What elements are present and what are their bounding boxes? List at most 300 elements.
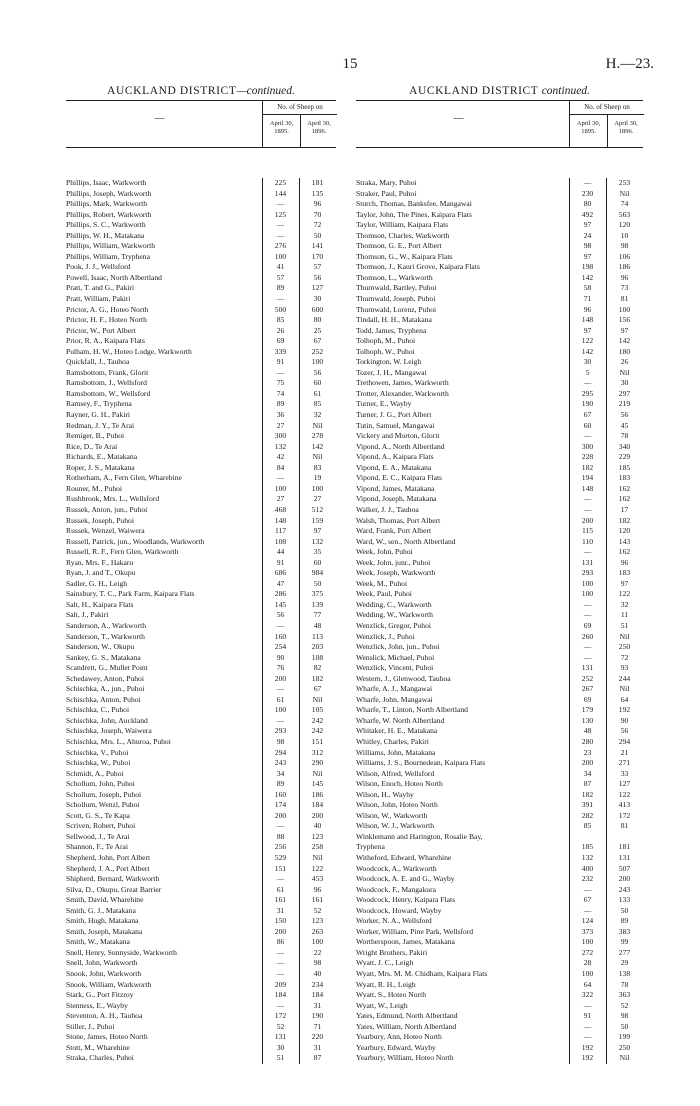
row-value-1895: 58 — [583, 283, 592, 293]
row-name: Taylor, William, Kaipara Flats — [356, 220, 449, 230]
row-name: Ramsbottom, Frank, Glorit — [66, 367, 149, 377]
table-row — [356, 442, 643, 453]
table-row — [356, 579, 643, 590]
row-value-1895: 686 — [274, 568, 287, 578]
row-value-1896: 40 — [313, 821, 322, 831]
table-row — [66, 547, 336, 558]
right-group-title: No. of Sheep on — [570, 101, 644, 115]
row-value-1896: 242 — [311, 715, 324, 725]
table-row — [66, 705, 336, 716]
row-name: Sellwood, J., Te Arai — [66, 831, 130, 841]
table-row — [356, 589, 643, 600]
row-value-1896: 31 — [313, 1000, 322, 1010]
table-row — [66, 663, 336, 674]
row-value-1895: — — [276, 367, 285, 377]
row-value-1895: 148 — [274, 515, 287, 525]
row-value-1896: 98 — [620, 241, 629, 251]
left-table-body — [66, 178, 336, 1064]
row-value-1895: 131 — [581, 557, 594, 567]
row-name: Stiller, J., Puhoi — [66, 1021, 115, 1031]
row-value-1895: — — [276, 199, 285, 209]
table-row — [66, 442, 336, 453]
row-value-1896: 250 — [618, 642, 631, 652]
row-value-1895: 67 — [583, 410, 592, 420]
row-value-1895: — — [276, 969, 285, 979]
row-value-1896: 143 — [618, 536, 631, 546]
table-row — [356, 716, 643, 727]
row-name: Powell, Isaac, North Albertland — [66, 272, 162, 282]
table-row — [356, 199, 643, 210]
row-name: Snell, John, Warkworth — [66, 958, 138, 968]
row-name: Smith, W., Matakana — [66, 937, 130, 947]
row-name: Schischka, Mrs. L., Ahuroa, Puhoi — [66, 736, 171, 746]
table-row — [356, 315, 643, 326]
row-value-1895: — — [583, 378, 592, 388]
table-row — [66, 695, 336, 706]
row-value-1896: 183 — [618, 473, 631, 483]
row-value-1896: Nil — [619, 1053, 630, 1063]
table-row — [66, 231, 336, 242]
row-name: Tutin, Samuel, Mangawai — [356, 420, 435, 430]
row-value-1895: 48 — [583, 726, 592, 736]
table-row — [356, 748, 643, 759]
row-name: Snell, Henry, Sunnyside, Warkworth — [66, 947, 177, 957]
row-value-1896: 72 — [313, 220, 322, 230]
table-row — [356, 336, 643, 347]
row-value-1895: 51 — [276, 1053, 285, 1063]
row-value-1896: 141 — [311, 241, 324, 251]
row-value-1896: 122 — [618, 589, 631, 599]
row-value-1895: 97 — [583, 220, 592, 230]
row-name: Wilson, Enoch, Hoteo North — [356, 779, 443, 789]
table-row — [66, 821, 336, 832]
row-value-1895: 322 — [581, 990, 594, 1000]
row-name: Woodcock, Howard, Wayby — [356, 905, 442, 915]
row-value-1895: 108 — [274, 536, 287, 546]
table-row — [356, 189, 643, 200]
row-name: Stark, G., Port Fitzroy — [66, 990, 134, 1000]
row-name: Straker, Paul, Puhoi — [356, 188, 417, 198]
row-name: Woodcock, F., Mangakura — [356, 884, 436, 894]
table-row — [356, 241, 643, 252]
row-name: Todd, James, Tryphena — [356, 325, 427, 335]
row-name: Week, Paul, Puhoi — [356, 589, 412, 599]
row-name: Stott, M., Wharehine — [66, 1042, 130, 1052]
row-value-1896: 52 — [620, 1000, 629, 1010]
row-name: Tindall, H. H., Matakana — [356, 315, 432, 325]
row-value-1896: Nil — [619, 188, 630, 198]
row-name: Week, M., Puhoi — [356, 578, 408, 588]
table-row — [66, 463, 336, 474]
row-name: Ward, W., sen., North Albertland — [356, 536, 456, 546]
row-name: Wedding, W., Warkworth — [356, 610, 433, 620]
row-value-1896: 93 — [620, 663, 629, 673]
row-name: Wharfe, A. J., Mangawai — [356, 684, 433, 694]
row-name: Phillips, W. H., Matakana — [66, 230, 145, 240]
row-value-1896: 85 — [313, 399, 322, 409]
row-value-1896: 17 — [620, 504, 629, 514]
row-name: Tozer, J. H., Mangawai — [356, 367, 427, 377]
row-value-1895: 529 — [274, 853, 287, 862]
row-value-1895: 117 — [274, 526, 287, 536]
table-row — [66, 874, 336, 885]
table-row — [66, 241, 336, 252]
row-value-1896: 219 — [618, 399, 631, 409]
row-name: Thomson, G., W., Kaipara Flats — [356, 251, 453, 261]
table-row — [66, 800, 336, 811]
table-row — [66, 779, 336, 790]
row-value-1895: 252 — [581, 673, 594, 683]
row-name: Trethowen, James, Warkworth — [356, 378, 449, 388]
row-value-1895: 125 — [274, 209, 287, 219]
table-row — [66, 684, 336, 695]
row-value-1896: Nil — [619, 631, 630, 641]
row-value-1896: 106 — [618, 251, 631, 261]
row-value-1896: Nil — [312, 853, 323, 862]
row-value-1896: 90 — [620, 715, 629, 725]
row-value-1896: 48 — [313, 620, 322, 630]
row-value-1895: — — [583, 494, 592, 504]
table-row — [66, 283, 336, 294]
row-name: Pratt, T. and G., Pakiri — [66, 283, 135, 293]
row-value-1895: 232 — [581, 874, 594, 884]
row-name: Wharfe, John, Mangawai — [356, 694, 433, 704]
row-name: Pook, J. J., Wellsford — [66, 262, 131, 272]
table-row — [66, 1053, 336, 1064]
row-value-1895: 124 — [581, 916, 594, 926]
table-row — [356, 726, 643, 737]
row-value-1895: — — [583, 547, 592, 557]
page-number: 15 — [342, 56, 358, 72]
row-value-1896: 11 — [620, 610, 629, 620]
row-name: Thomson, Charles, Warkworth — [356, 230, 450, 240]
row-name: Wharfe, W. North Albertland — [356, 715, 445, 725]
table-row — [356, 494, 643, 505]
row-value-1896: 135 — [311, 188, 324, 198]
table-row — [356, 1053, 643, 1064]
row-value-1896: 271 — [618, 758, 631, 768]
row-name: Worker, N. A., Wellsford — [356, 916, 432, 926]
row-value-1896: 258 — [311, 842, 324, 852]
row-name: Wyatt, Mrs. M. M. Chidham, Kaipara Flats — [356, 969, 488, 979]
row-value-1896: 61 — [313, 388, 322, 398]
row-value-1896: 563 — [618, 209, 631, 219]
row-value-1896: 142 — [311, 441, 324, 451]
row-name: Phillips, William, Tryphena — [66, 251, 150, 261]
table-row — [66, 937, 336, 948]
row-value-1896: 108 — [311, 652, 324, 662]
table-row — [356, 305, 643, 316]
row-name: Rushbrook, Mrs. L., Wellsford — [66, 494, 160, 504]
row-name: Prictor, W., Port Albert — [66, 325, 136, 335]
table-row — [66, 399, 336, 410]
row-value-1896: 297 — [618, 388, 631, 398]
row-value-1896: 138 — [618, 969, 631, 979]
row-value-1896: 56 — [313, 367, 322, 377]
row-value-1895: — — [276, 230, 285, 240]
row-value-1895: 293 — [274, 726, 287, 736]
row-value-1896: 250 — [618, 1042, 631, 1052]
row-name: Stenness, E., Wayby — [66, 1000, 128, 1010]
table-row — [66, 473, 336, 484]
table-row — [356, 421, 643, 432]
row-value-1895: 185 — [581, 842, 594, 852]
row-value-1896: 122 — [311, 863, 324, 873]
row-value-1896: 19 — [313, 473, 322, 483]
row-name: Sanderson, W., Okupu — [66, 642, 135, 652]
row-value-1895: 145 — [274, 599, 287, 609]
row-value-1896: 56 — [620, 726, 629, 736]
row-name: Vipond, Joseph, Matakana — [356, 494, 437, 504]
table-row — [356, 1022, 643, 1033]
row-name: Smith, Joseph, Matakana — [66, 926, 143, 936]
right-heading-suffix: continued. — [541, 85, 590, 97]
table-row — [66, 610, 336, 621]
row-value-1895: 100 — [581, 589, 594, 599]
table-row — [66, 990, 336, 1001]
table-row — [356, 294, 643, 305]
row-value-1896: 185 — [618, 462, 631, 472]
row-value-1895: 47 — [276, 578, 285, 588]
row-value-1896: 340 — [618, 441, 631, 451]
table-row — [66, 885, 336, 896]
row-value-1895: 200 — [274, 810, 287, 820]
row-value-1895: 36 — [276, 410, 285, 420]
table-row — [66, 958, 336, 969]
row-name: Russek, Joseph, Puhoi — [66, 515, 134, 525]
row-value-1896: 96 — [313, 199, 322, 209]
table-row — [66, 336, 336, 347]
table-row — [66, 832, 336, 843]
row-value-1895: 293 — [581, 568, 594, 578]
row-value-1896: 290 — [311, 758, 324, 768]
table-row — [66, 452, 336, 463]
row-value-1896: 56 — [620, 410, 629, 420]
row-name: Vipond, A., North Albertland — [356, 441, 445, 451]
row-value-1895: 172 — [274, 1011, 287, 1021]
row-name: Walsh, Thomas, Port Albert — [356, 515, 441, 525]
row-value-1895: 87 — [583, 779, 592, 789]
table-row — [356, 958, 643, 969]
table-row — [356, 526, 643, 537]
row-value-1896: 984 — [311, 568, 324, 578]
row-value-1896: 161 — [311, 895, 324, 905]
row-name: Phillips, Isaac, Warkworth — [66, 178, 147, 187]
row-name: Thomson, G. E., Port Albert — [356, 241, 442, 251]
table-row — [66, 790, 336, 801]
table-row — [356, 1011, 643, 1022]
row-value-1895: 131 — [581, 663, 594, 673]
row-value-1895: 230 — [581, 188, 594, 198]
row-value-1895: 57 — [276, 272, 285, 282]
row-value-1895: — — [583, 1000, 592, 1010]
table-row — [66, 178, 336, 189]
row-value-1895: 184 — [274, 990, 287, 1000]
right-table-body — [356, 178, 643, 1064]
row-name: Phillips, Robert, Warkworth — [66, 209, 152, 219]
row-value-1895: 286 — [274, 589, 287, 599]
row-name: Torkington, W. Leigh — [356, 357, 422, 367]
row-value-1896: 507 — [618, 863, 631, 873]
row-value-1896: 89 — [620, 916, 629, 926]
table-row — [356, 895, 643, 906]
right-col2-header: April 30, 1896. — [607, 115, 644, 147]
row-value-1896: 186 — [311, 789, 324, 799]
row-value-1895: 89 — [276, 283, 285, 293]
row-value-1896: 81 — [620, 821, 629, 831]
table-row — [356, 937, 643, 948]
row-value-1895: 23 — [583, 747, 592, 757]
row-value-1896: 70 — [313, 209, 322, 219]
table-row — [356, 1043, 643, 1054]
table-row — [356, 1001, 643, 1012]
table-row — [66, 842, 336, 853]
row-value-1896: 229 — [618, 452, 631, 462]
row-name: Woodcock, A. E. and G., Wayby — [356, 874, 455, 884]
table-row — [356, 410, 643, 421]
row-value-1896: 56 — [313, 272, 322, 282]
table-row — [66, 421, 336, 432]
row-value-1896: 82 — [313, 663, 322, 673]
row-name: Scott, G. S., Te Kapa — [66, 810, 130, 820]
row-value-1896: 22 — [313, 947, 322, 957]
table-row — [356, 621, 643, 632]
row-value-1896: Nil — [312, 452, 323, 462]
row-value-1895: 160 — [274, 789, 287, 799]
row-value-1895: 26 — [276, 325, 285, 335]
row-name: Williams, J. S., Bournedean, Kaipara Flats — [356, 758, 486, 768]
row-name: Smith, Hugh, Matakana — [66, 916, 139, 926]
row-value-1896: 78 — [620, 979, 629, 989]
row-value-1896: 96 — [620, 272, 629, 282]
right-heading-title: AUCKLAND DISTRICT — [409, 85, 539, 97]
table-row — [356, 357, 643, 368]
row-name: Woodcock, A., Warkworth — [356, 863, 437, 873]
row-name: Schollum, Wenzl, Puhoi — [66, 800, 140, 810]
table-row — [66, 315, 336, 326]
row-value-1895: 67 — [583, 895, 592, 905]
row-value-1896: 200 — [618, 874, 631, 884]
table-row — [356, 642, 643, 653]
row-name: Walker, J. J., Tauhoa — [356, 504, 419, 514]
row-value-1896: 180 — [618, 346, 631, 356]
row-value-1895: — — [276, 620, 285, 630]
table-row — [66, 505, 336, 516]
row-name: Snook, William, Warkworth — [66, 979, 152, 989]
row-name: Remiger, B., Puhoi — [66, 431, 125, 441]
row-name: Russell, Patrick, jun., Woodlands, Warkworth — [66, 536, 205, 546]
row-value-1896: 10 — [620, 230, 629, 240]
row-value-1895: 30 — [276, 1042, 285, 1052]
row-name: Whitaker, H. E., Matakana — [356, 726, 438, 736]
table-row — [356, 874, 643, 885]
left-table-header — [66, 100, 336, 148]
table-row — [66, 220, 336, 231]
table-row — [356, 516, 643, 527]
row-name: Schollum, Joseph, Puhoi — [66, 789, 142, 799]
row-value-1896: 81 — [620, 294, 629, 304]
row-value-1896: 31 — [313, 1042, 322, 1052]
row-value-1896: 182 — [618, 515, 631, 525]
table-row — [66, 758, 336, 769]
row-value-1895: 192 — [581, 1042, 594, 1052]
row-name: Yearbury, Edward, Wayby — [356, 1042, 436, 1052]
row-name: Scandrett, G., Mullet Point — [66, 663, 148, 673]
row-value-1896: 30 — [620, 378, 629, 388]
row-value-1895: 148 — [581, 315, 594, 325]
table-row — [66, 347, 336, 358]
row-value-1896: 113 — [311, 631, 324, 641]
table-row — [66, 927, 336, 938]
row-value-1896: 57 — [313, 262, 322, 272]
row-name: Phillips, Joseph, Warkworth — [66, 188, 152, 198]
row-value-1895: 100 — [274, 251, 287, 261]
row-value-1895: 100 — [581, 578, 594, 588]
row-value-1895: 91 — [276, 557, 285, 567]
table-row — [356, 326, 643, 337]
row-value-1895: 142 — [581, 272, 594, 282]
row-value-1895: 98 — [276, 736, 285, 746]
row-value-1895: 98 — [583, 241, 592, 251]
row-name: Wenzlick, Vincent, Puhoi — [356, 663, 434, 673]
table-row — [66, 273, 336, 284]
row-value-1895: 161 — [274, 895, 287, 905]
row-name: Shepherd, J. A., Port Albert — [66, 863, 150, 873]
row-value-1895: 243 — [274, 758, 287, 768]
row-value-1896: 127 — [311, 283, 324, 293]
row-value-1895: 131 — [274, 1032, 287, 1042]
row-value-1895: 225 — [274, 178, 287, 187]
row-name: Shipherd, Bernard, Warkworth — [66, 874, 160, 884]
table-row — [356, 558, 643, 569]
table-row — [66, 811, 336, 822]
row-value-1895: 400 — [581, 863, 594, 873]
row-value-1895: 69 — [583, 620, 592, 630]
row-name: Thomson, J., Kauri Grove, Kaipara Flats — [356, 262, 480, 272]
row-name: Phillips, William, Warkworth — [66, 241, 156, 251]
row-name: Straka, Mary, Puhoi — [356, 178, 417, 187]
row-value-1895: 91 — [276, 357, 285, 367]
table-row — [356, 252, 643, 263]
table-row — [66, 1022, 336, 1033]
row-name: Vickery and Morton, Glorit — [356, 431, 440, 441]
row-value-1895: 256 — [274, 842, 287, 852]
row-name: Rouner, M., Puhoi — [66, 483, 123, 493]
row-value-1895: 267 — [581, 684, 594, 694]
left-group-title: No. of Sheep on — [263, 101, 337, 115]
row-value-1896: 32 — [313, 410, 322, 420]
row-value-1896: 64 — [620, 694, 629, 704]
row-value-1895: — — [276, 958, 285, 968]
table-row — [356, 832, 643, 843]
row-value-1896: 72 — [620, 652, 629, 662]
row-value-1896: 277 — [618, 947, 631, 957]
table-row — [66, 853, 336, 864]
table-row — [356, 431, 643, 442]
row-name: Schischka, C., Puhoi — [66, 705, 130, 715]
row-value-1895: — — [276, 684, 285, 694]
row-value-1896: 29 — [620, 958, 629, 968]
table-row — [66, 674, 336, 685]
row-value-1896: 142 — [618, 336, 631, 346]
row-name: Wedding, C., Warkworth — [356, 599, 432, 609]
left-heading — [66, 82, 336, 100]
table-row — [66, 906, 336, 917]
row-name: Shannon, F., Te Arai — [66, 842, 128, 852]
row-name: Schollum, John, Puhoi — [66, 779, 135, 789]
row-name: Wyatt, S., Hoteo North — [356, 990, 426, 1000]
row-value-1895: 391 — [581, 800, 594, 810]
